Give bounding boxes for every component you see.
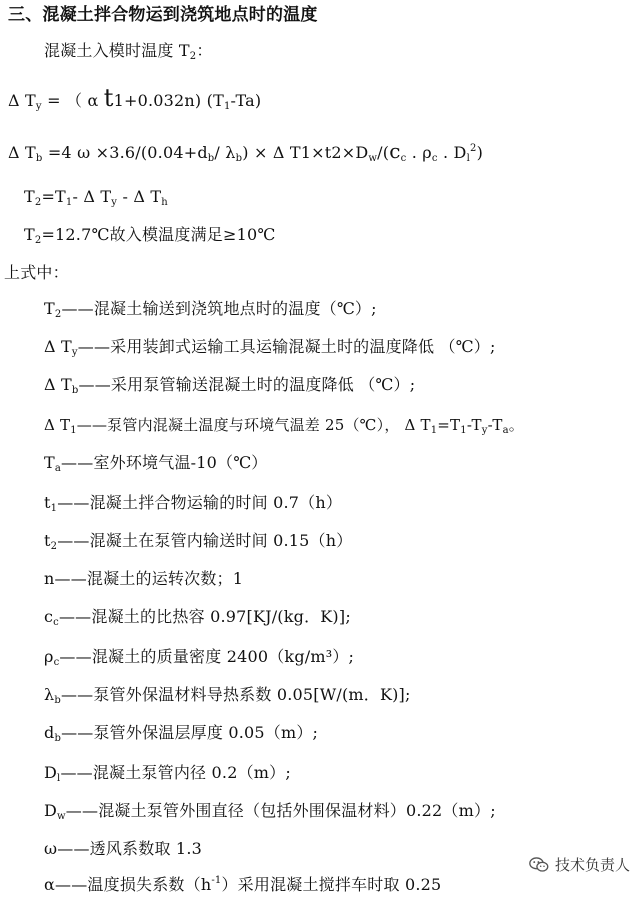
section-heading: 三、混凝土拌合物运到浇筑地点时的温度 [8,5,318,25]
definition-text: ——混凝土在泵管内输送时间 0.15（h） [57,531,353,550]
formula-big-c: c [389,139,401,163]
formula-part: / λ [214,143,236,162]
definition-line [44,606,351,628]
definition-line [44,298,377,320]
definition-sub: b [54,695,61,706]
definition-symbol: T [44,299,55,318]
definition-line [44,684,411,706]
formula-sub: c [400,153,407,164]
definition-sub: y [481,425,488,436]
definition-sub: a [502,425,509,436]
definition-line [44,800,496,822]
definition-text: ——透风系数取 1.3 [57,839,202,858]
definition-text: ——采用装卸式运输工具运输混凝土时的温度降低 （℃）; [77,337,496,356]
formula-part: . ρ [406,143,432,162]
definition-text: ——混凝土输送到浇筑地点时的温度（℃）; [61,299,377,318]
definition-line [44,646,354,668]
definition-symbol: D [44,763,58,782]
definition-line [44,492,342,514]
formula-big-t: t [103,84,114,112]
definition-text: ）采用混凝土搅拌车时取 0.25 [221,875,442,894]
definition-symbol: λ [44,685,55,704]
definition-symbol: T [44,453,55,472]
definition-symbol: n [44,569,55,588]
watermark [529,854,630,875]
definition-text: ——混凝土拌合物运输的时间 0.7（h） [57,493,343,512]
definition-symbol: t [44,493,51,512]
definition-line [44,838,202,860]
definition-sub: 1 [460,425,467,436]
formula-part: - Δ T [117,187,162,206]
formula-part: Δ T [8,143,36,162]
definition-symbol: ω [44,839,58,858]
definition-text: 。 [508,416,524,434]
definition-line [44,374,415,396]
definition-text: ——混凝土的运转次数；1 [54,569,244,588]
formula-part: -Ta) [230,91,262,110]
watermark-text: 技术负责人 [554,856,630,874]
definition-sub: 1 [430,425,438,436]
formula-sub: b [35,153,43,164]
definition-symbol: D [44,801,58,820]
definition-sub: b [54,733,62,744]
formula-sub: 2 [34,197,42,208]
definition-symbol: ρ [44,647,54,666]
formula-part: =12.7℃故入模温度满足≥10℃ [41,225,276,244]
formula-sub: 1 [65,197,73,208]
definition-line [44,762,291,784]
definition-text: ——泵管外保温层厚度 0.05（m）; [61,723,319,742]
formula-part: =T [41,187,66,206]
definition-text: ——混凝土的质量密度 2400（kg/m³）; [59,647,355,666]
definition-sub: c [53,657,60,668]
definition-text: ——泵管外保温材料导热系数 0.05[W/(m．K)]; [60,685,411,704]
definition-symbol: c [44,607,54,626]
definition-text: ——混凝土泵管内径 0.2（m）; [60,763,291,782]
formula-part: = （ α [41,91,104,110]
definition-text: ——温度损失系数（h [55,875,212,894]
definition-text: -T [487,416,503,434]
definition-symbol: t [44,531,51,550]
definition-sup: -1 [211,875,222,886]
formula-part: . D [437,143,467,162]
definition-sub: 1 [70,425,77,436]
formula-sub: y [35,101,42,112]
definition-sub: c [53,617,59,628]
definition-text: ——混凝土泵管外围直径（包括外围保温材料）0.22（m）; [65,801,496,820]
definition-text: =T [437,416,461,434]
definition-symbol: α [44,875,56,894]
definition-sub: a [54,463,62,474]
intro-line [44,40,213,62]
formula-t2-result [24,224,275,246]
formula-sub: c [431,153,438,164]
formula-part: 1+0.032n) (T [113,91,224,110]
definition-sub: w [57,811,66,822]
where-label: 上式中： [4,263,69,282]
formula-part: ) [476,143,484,162]
definition-symbol: Δ T [44,337,72,356]
formula-sub: y [111,197,118,208]
definition-sub: 2 [50,541,58,552]
definition-sub: b [71,385,79,396]
definition-sub: y [71,347,78,358]
intro-text: 混凝土入模时温度 T [44,41,190,60]
definition-line [44,568,243,590]
definition-sub: l [57,773,61,784]
definition-line [44,414,524,436]
definition-symbol: Δ T [44,416,71,434]
formula-part: ) × Δ T1×t2×D [242,143,369,162]
formula-temp-drop-transport [8,84,262,112]
formula-t2 [24,186,168,208]
formula-sub: l [466,153,470,164]
definition-text: -T [466,416,482,434]
definition-text: ——混凝土的比热容 0.97[KJ/(kg．K)]; [58,607,351,626]
formula-sub: 2 [34,235,42,246]
definition-line [44,874,441,896]
formula-sup: 2 [470,143,477,154]
definition-symbol: Δ T [44,375,72,394]
formula-temp-drop-pump [8,140,483,164]
definition-line [44,336,496,358]
formula-sub: h [161,197,168,208]
definition-symbol: d [44,723,55,742]
definition-text: ——室外环境气温-10（℃） [61,453,268,472]
intro-sub: 2 [189,51,197,62]
intro-tail: ： [196,41,213,60]
formula-sub: 1 [223,101,231,112]
definition-line [44,722,318,744]
formula-part: T [24,225,35,244]
definition-text: ——泵管内混凝土温度与环境气温差 25（℃）， Δ T [76,416,431,434]
definition-sub: 1 [50,503,58,514]
formula-sub: b [235,153,243,164]
wechat-icon [529,856,549,874]
formula-part: Δ T [8,91,36,110]
formula-part: =4 ω ×3.6/(0.04+d [42,143,208,162]
formula-part: - Δ T [72,187,112,206]
definition-text: ——采用泵管输送混凝土时的温度降低 （℃）; [78,375,416,394]
formula-part: /( [377,143,390,162]
definition-line [44,530,352,552]
definition-line [44,452,268,474]
formula-part: T [24,187,35,206]
formula-sub: b [207,153,215,164]
formula-sub: w [368,153,378,164]
definition-sub: 2 [54,309,62,320]
